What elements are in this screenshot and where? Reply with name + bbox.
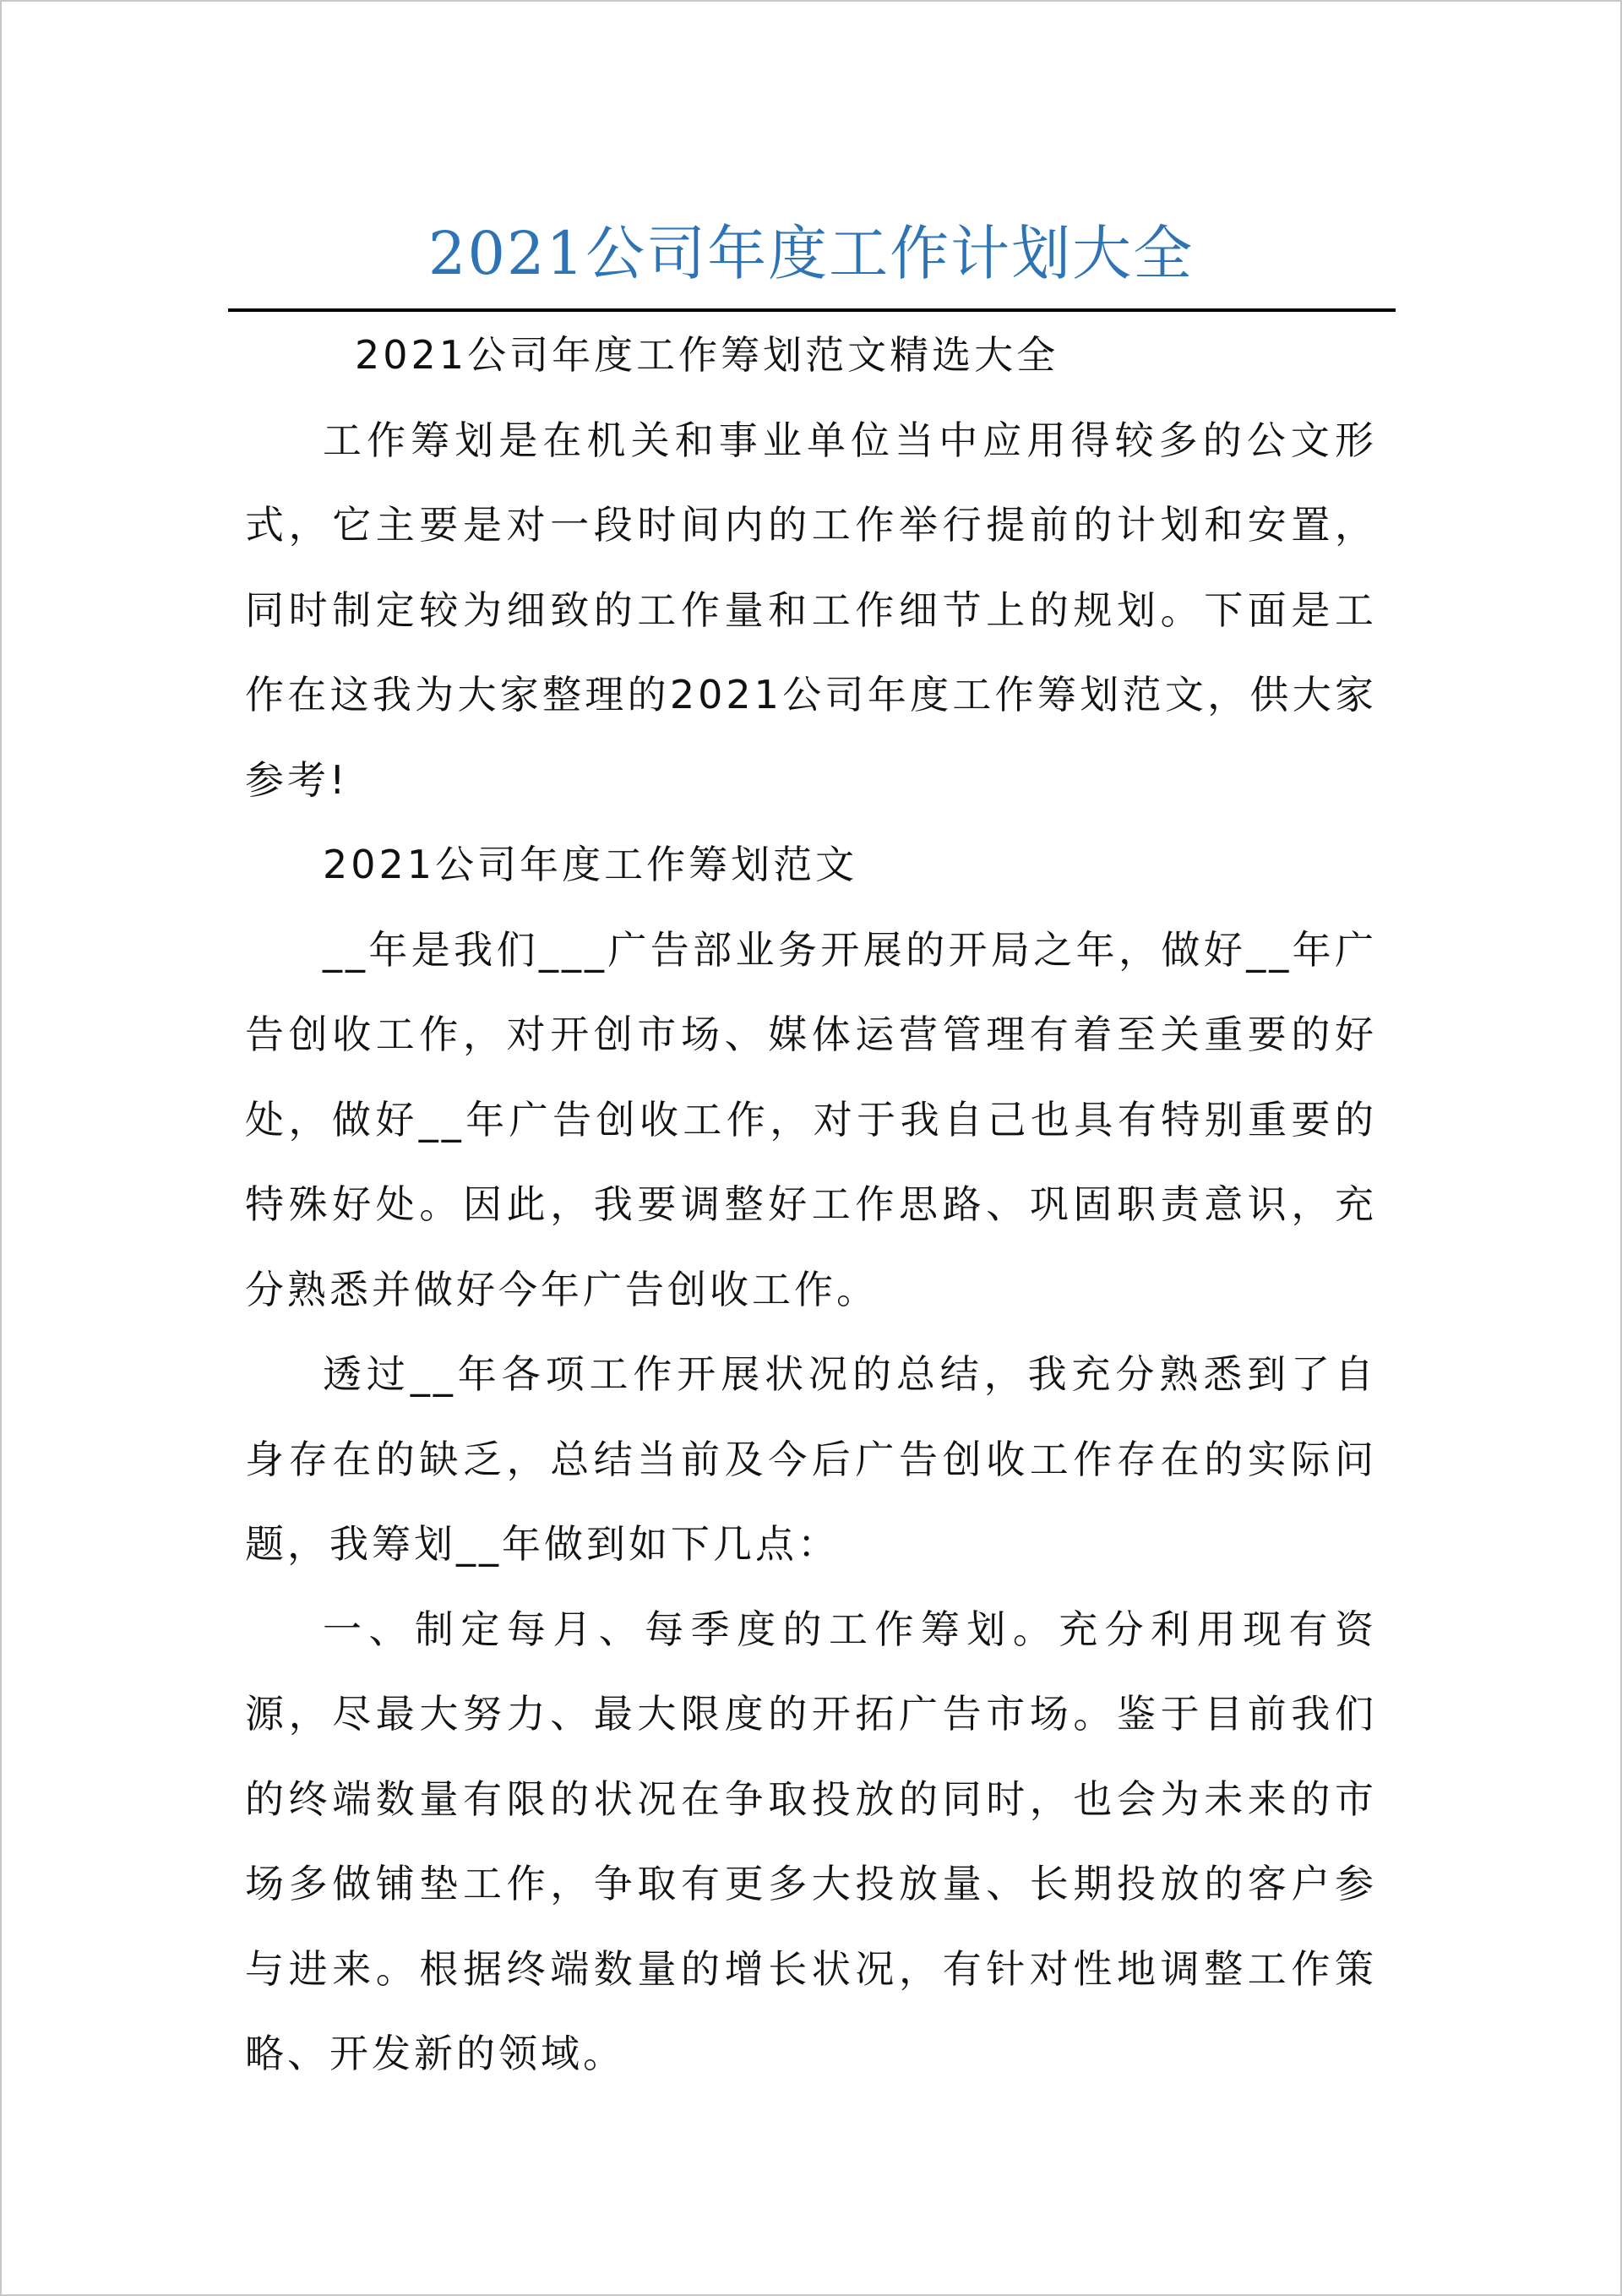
body-paragraph: 透过__年各项工作开展状况的总结，我充分熟悉到了自身存在的缺乏，总结当前及今后广告创收工作存在的实际问题，我筹划__年做到如下几点： [245, 1351, 1377, 1567]
body-paragraph: __年是我们___广告部业务开展的开局之年，做好__年广告创收工作，对开创市场、媒体运营管理有着至关重要的好处，做好__年广告创收工作，对于我自己也具有特别重要的特殊好处。因此，我要调整好工作思路、巩固职责意识，充分熟悉并做好今年广告创收工作。 [245, 926, 1377, 1312]
document-title: 2021公司年度工作计划大全 [427, 219, 1195, 288]
section-heading: 2021公司年度工作筹划范文 [323, 842, 858, 887]
intro-paragraph: 工作筹划是在机关和事业单位当中应用得较多的公文形式，它主要是对一段时间内的工作举行提前的计划和安置，同时制定较为细致的工作量和工作细节上的规划。下面是工作在这我为大家整理的2021公司年度工作筹划范文，供大家参考! [245, 417, 1377, 803]
document-body [245, 313, 1377, 2097]
body-paragraph: 一、制定每月、每季度的工作筹划。充分利用现有资源，尽最大努力、最大限度的开拓广告市场。鉴于目前我们的终端数量有限的状况在争取投放的同时，也会为未来的市场多做铺垫工作，争取有更多大投放量、长期投放的客户参与进来。根据终端数量的增长状况，有针对性地调整工作策略、开发新的领域。 [245, 1606, 1377, 2076]
subtitle-paragraph: 2021公司年度工作筹划范文精选大全 [355, 332, 1059, 378]
title-underline [228, 308, 1396, 312]
